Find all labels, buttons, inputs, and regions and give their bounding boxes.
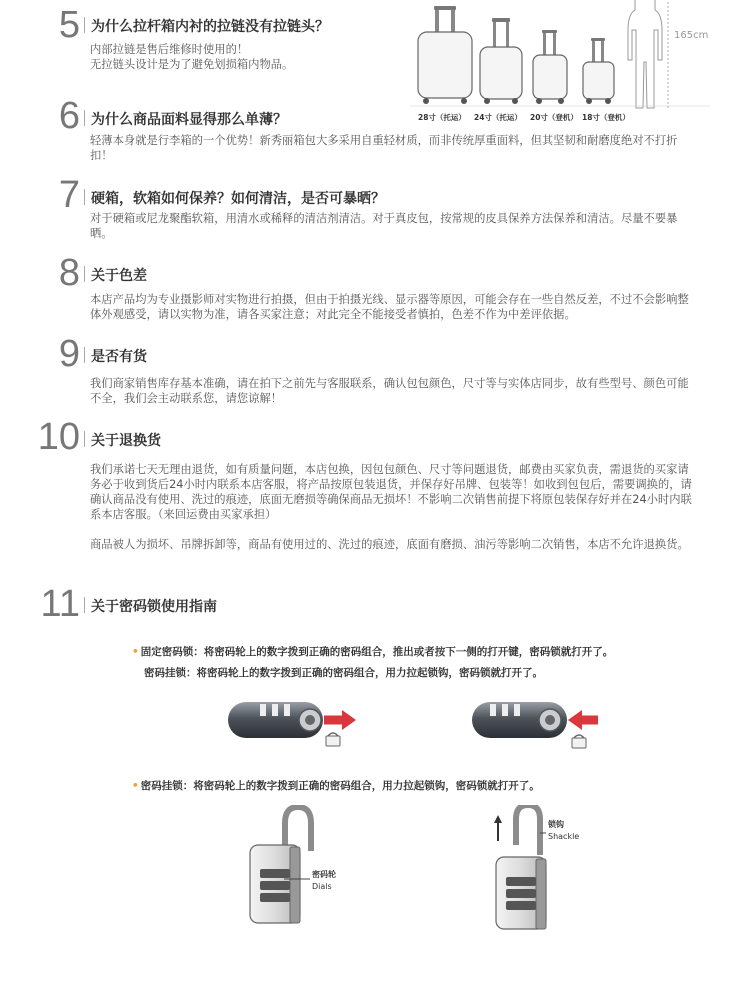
shackle-label-en: Shackle <box>548 832 580 841</box>
divider <box>84 347 85 363</box>
faq-question: 关于退换货 <box>91 433 161 449</box>
divider <box>84 597 85 613</box>
divider <box>84 110 85 126</box>
faq-answer <box>90 42 410 72</box>
luggage-size-figure <box>410 0 710 128</box>
faq-question: 为什么商品面料显得那么单薄？ <box>91 112 287 128</box>
answer-line: 轻薄本身就是行李箱的一个优势！新秀丽箱包大多采用自重轻材质，而非传统厚重面料，但其坚韧和耐磨度绝对不打折扣！ <box>90 134 678 162</box>
dials-label-cn: 密码轮 <box>312 870 336 879</box>
divider <box>84 266 85 282</box>
faq-answer <box>90 376 700 406</box>
padlock-closed-icon <box>250 807 311 923</box>
size-label-24: 24寸（托运） <box>474 113 522 122</box>
bullet-icon: • <box>132 780 139 792</box>
faq-answer <box>90 133 700 163</box>
fixed-lock-right-icon <box>472 702 598 748</box>
height-label: 165cm <box>674 30 709 41</box>
suitcase-20-icon <box>533 30 567 104</box>
faq-answer <box>90 462 700 552</box>
person-silhouette-icon <box>628 0 662 108</box>
answer-line: 无拉链头设计是为了避免划损箱内物品。 <box>90 58 294 71</box>
answer-line: 对于硬箱或尼龙聚酯软箱，用清水或稀释的清洁剂清洁。对于真皮包，按常规的皮具保养方法保养和清洁。尽量不要暴晒。 <box>90 212 678 240</box>
faq-number: 8 <box>58 252 80 294</box>
faq-answer <box>90 211 700 241</box>
faq-number: 5 <box>58 4 80 46</box>
fixed-lock-left-icon <box>228 702 356 746</box>
faq-number: 6 <box>58 95 80 137</box>
padlock-figure <box>240 805 620 935</box>
dials-label-en: Dials <box>312 882 332 891</box>
answer-line: 本店产品均为专业摄影师对实物进行拍摄，但由于拍摄光线、显示器等原因，可能会存在一些自然反差，不过不会影响整体外观感受，请以实物为准，请各买家注意；对此完全不能接受者慎拍，色差不作为中差评依据。 <box>90 293 689 321</box>
faq-question: 关于色差 <box>91 268 147 284</box>
fixed-lock-figure <box>220 690 620 760</box>
faq-number: 7 <box>58 174 80 216</box>
shackle-label-cn: 锁钩 <box>548 820 564 829</box>
lock-guide-line-3: • 密码挂锁：将密码轮上的数字拨到正确的密码组合，用力拉起锁钩，密码锁就打开了。 <box>132 780 540 792</box>
size-label-28: 28寸（托运） <box>418 113 466 122</box>
bullet-icon: • <box>132 646 139 658</box>
divider <box>84 431 85 447</box>
divider <box>84 189 85 205</box>
answer-line: 我们商家销售库存基本准确，请在拍下之前先与客服联系，确认包包颜色，尺寸等与实体店同步，故有些型号、颜色可能不全，我们会主动联系您，请您谅解！ <box>90 377 689 405</box>
answer-paragraph: 我们承诺七天无理由退货，如有质量问题，本店包换，因包包颜色、尺寸等问题退货，邮费由买家负责，需退货的买家请务必于收到货后24小时内联系本店客服，将产品按原包装退货，并保存好吊牌、包装等！如收到包包后，需要调换的，请确认商品没有使用、洗过的痕迹，底面无磨损等确保商品无损坏！不影响二次销售前提下将原包装保存好并在24小时内联系本店客服。（来回运费由买家承担） <box>90 463 692 521</box>
suitcase-28-icon <box>418 6 472 104</box>
suitcase-24-icon <box>480 18 522 104</box>
faq-number: 10 <box>37 416 80 458</box>
padlock-open-icon <box>494 805 546 929</box>
size-label-18: 18寸（登机） <box>582 113 630 122</box>
answer-paragraph: 商品被人为损坏、吊牌拆卸等，商品有使用过的、洗过的痕迹，底面有磨损、油污等影响二次销售，本店不允许退换货。 <box>90 538 689 551</box>
divider <box>84 17 85 33</box>
answer-line: 内部拉链是售后维修时使用的！ <box>90 43 249 56</box>
lock-guide-line-2: 密码挂锁：将密码轮上的数字拨到正确的密码组合，用力拉起锁钩，密码锁就打开了。 <box>144 667 543 679</box>
size-label-20: 20寸（登机） <box>530 113 578 122</box>
lock-guide-line-1: • 固定密码锁：将密码轮上的数字拨到正确的密码组合，推出或者按下一侧的打开键，密码锁就打开了。 <box>132 646 614 658</box>
faq-number: 11 <box>40 583 80 625</box>
faq-answer <box>90 292 700 322</box>
faq-question: 硬箱，软箱如何保养？如何清洁，是否可暴晒？ <box>91 191 385 207</box>
faq-question: 关于密码锁使用指南 <box>91 599 217 615</box>
suitcase-18-icon <box>583 38 614 104</box>
faq-question: 是否有货 <box>91 349 147 365</box>
faq-number: 9 <box>58 333 80 375</box>
faq-question: 为什么拉杆箱内衬的拉链没有拉链头？ <box>91 19 329 35</box>
